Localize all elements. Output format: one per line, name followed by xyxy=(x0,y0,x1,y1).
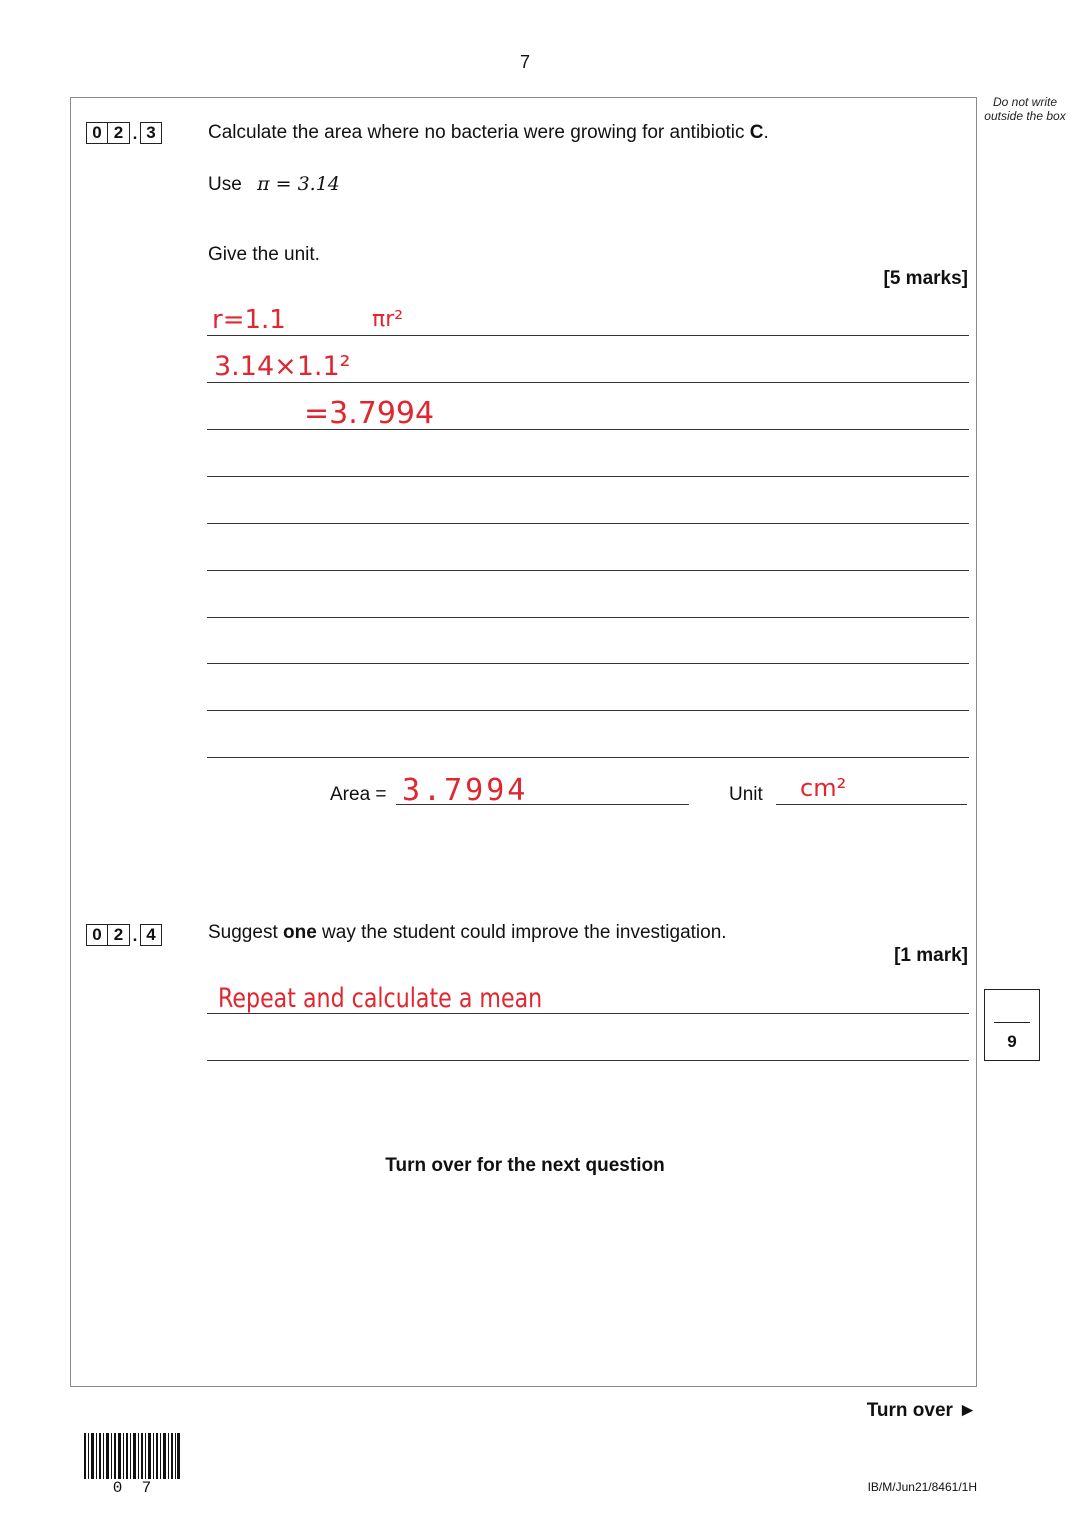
question-02-4-prompt xyxy=(208,922,727,944)
score-value: 9 xyxy=(1007,1032,1017,1051)
area-answer: 3.7994 xyxy=(402,773,529,808)
qnum-digit: 3 xyxy=(140,122,162,144)
marks-label: [1 mark] xyxy=(894,945,968,966)
handwritten-working: πr² xyxy=(372,307,404,332)
barcode-digits: 0 7 xyxy=(112,1479,152,1497)
answer-line[interactable] xyxy=(207,663,969,664)
qnum-digit: 4 xyxy=(140,924,162,946)
qnum-digit: 0 xyxy=(86,924,108,946)
prompt-bold: C xyxy=(749,122,764,143)
give-unit-instruction: Give the unit. xyxy=(208,244,320,265)
page-number: 7 xyxy=(519,52,530,72)
score-box xyxy=(984,989,1040,1061)
qnum-dot: . xyxy=(132,124,138,143)
answer-line[interactable] xyxy=(207,382,969,383)
answer-line[interactable] xyxy=(207,335,969,336)
barcode xyxy=(84,1433,180,1479)
handwritten-working: 3.14×1.1² xyxy=(214,351,351,382)
footer-reference: IB/M/Jun21/8461/1H xyxy=(867,1480,977,1494)
prompt-text: way the student could improve the investigation. xyxy=(316,922,727,943)
answer-line[interactable] xyxy=(207,617,969,618)
qnum-digit: 2 xyxy=(108,122,130,144)
qnum-dot: . xyxy=(132,926,138,945)
area-label: Area = xyxy=(330,784,387,805)
area-answer-line[interactable] xyxy=(396,804,689,805)
prompt-text: Calculate the area where no bacteria were growing for antibiotic xyxy=(208,122,750,143)
answer-line[interactable] xyxy=(207,570,969,571)
prompt-text: . xyxy=(763,122,769,143)
score-divider xyxy=(994,1022,1030,1023)
answer-line[interactable] xyxy=(207,1013,969,1014)
answer-line[interactable] xyxy=(207,757,969,758)
unit-label: Unit xyxy=(729,784,763,805)
answer-line[interactable] xyxy=(207,710,969,711)
pi-equation: π = 3.14 xyxy=(257,173,340,195)
prompt-text: Suggest xyxy=(208,922,283,943)
use-label: Use xyxy=(208,174,242,195)
question-02-3-prompt xyxy=(208,122,769,144)
turn-over-note: Turn over for the next question xyxy=(385,1155,665,1176)
answer-line[interactable] xyxy=(207,1060,969,1061)
handwritten-answer: Repeat and calculate a mean xyxy=(218,983,543,1014)
unit-answer: cm² xyxy=(800,774,847,802)
question-number-02-4 xyxy=(86,924,162,946)
qnum-digit: 2 xyxy=(108,924,130,946)
handwritten-working: r=1.1 xyxy=(212,305,286,335)
qnum-digit: 0 xyxy=(86,122,108,144)
use-pi-instruction xyxy=(208,173,340,196)
unit-answer-line[interactable] xyxy=(776,804,967,805)
marks-label: [5 marks] xyxy=(883,268,968,289)
handwritten-working: =3.7994 xyxy=(304,396,435,431)
prompt-bold: one xyxy=(283,922,317,943)
answer-line[interactable] xyxy=(207,476,969,477)
turn-over-label: Turn over ► xyxy=(866,1400,977,1421)
answer-line[interactable] xyxy=(207,523,969,524)
answer-frame xyxy=(70,97,977,1387)
margin-note: Do not write outside the box xyxy=(984,95,1066,123)
question-number-02-3 xyxy=(86,122,162,144)
answer-line[interactable] xyxy=(207,429,969,430)
